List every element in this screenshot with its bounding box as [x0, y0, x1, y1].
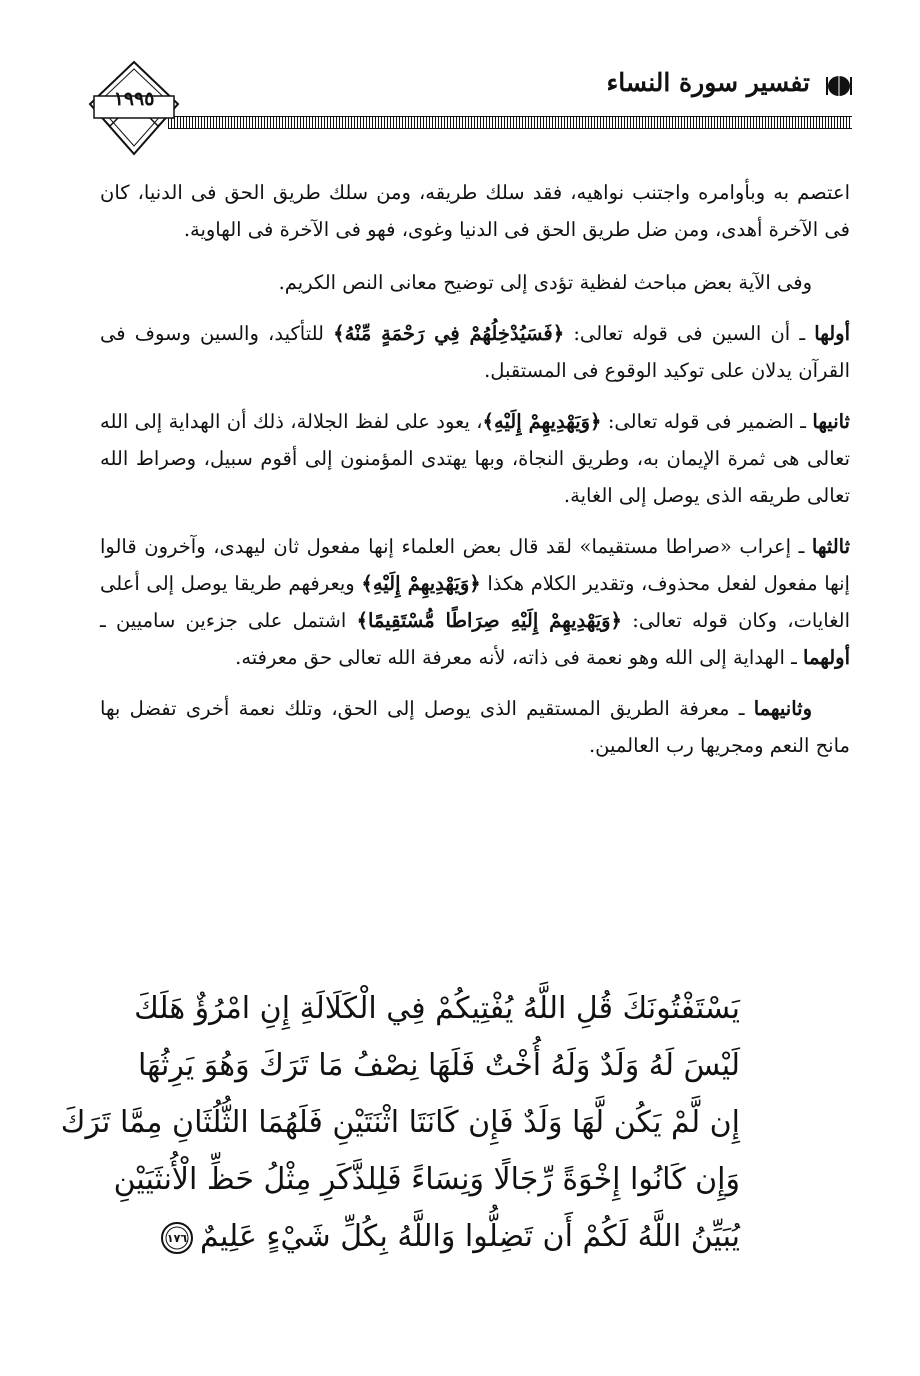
ayah-number-marker [160, 1221, 194, 1255]
verse-line: إِن لَّمْ يَكُن لَّهَا وَلَدٌ فَإِن كَانَتَا اثْنَتَيْنِ فَلَهُمَا الثُّلُثَانِ مِمَّا تَرَكَ [60, 1105, 740, 1140]
paragraph-second-point [100, 403, 850, 514]
running-title: تفسير سورة النساء [606, 68, 810, 97]
quran-quote: ﴿وَيَهْدِيهِمْ إِلَيْهِ﴾ [361, 572, 481, 595]
page-number: ١٩٩٥ [113, 88, 155, 110]
quran-quote: ﴿فَسَيُدْخِلُهُمْ فِي رَحْمَةٍ مِّنْهُ﴾ [333, 322, 565, 345]
paragraph-text: للتأكيد، والسين وسوف فى القرآن يدلان على توكيد الوقوع فى المستقبل. [100, 322, 850, 382]
paragraph-fourth-point [100, 690, 850, 764]
quran-quote: ﴿وَيَهْدِيهِمْ إِلَيْهِ صِرَاطًا مُّسْتَقِيمًا﴾ [356, 609, 622, 632]
quran-verse-block [60, 980, 740, 1265]
paragraph-text: ويعرفهم طريقا يوصل إلى أعلى الغايات، وكان قوله تعالى: [100, 572, 851, 632]
paragraph-continuation [100, 174, 850, 248]
verse-line: لَيْسَ لَهُ وَلَدٌ وَلَهُ أُخْتٌ فَلَهَا نِصْفُ مَا تَرَكَ وَهُوَ يَرِثُهَا [138, 1048, 740, 1083]
page-header [0, 0, 920, 160]
ayah-ornament-icon [160, 1221, 194, 1255]
point-heading: ثالثها [811, 535, 850, 558]
point-heading: أولها [814, 322, 850, 345]
paragraph-text: اعتصم به وبأوامره واجتنب نواهيه، فقد سلك طريقه، ومن سلك طريق الحق فى الدنيا، كان فى الآخرة أهدى، ومن ضل طريق الحق فى الدنيا وغوى، فهو فى الآخرة فى الهاوية. [100, 181, 850, 241]
verse-line: وَإِن كَانُوا إِخْوَةً رِّجَالًا وَنِسَاءً فَلِلذَّكَرِ مِثْلُ حَظِّ الْأُنثَيَيْنِ [113, 1162, 740, 1197]
ornament-icon [824, 74, 854, 98]
paragraph-third-point [100, 528, 850, 676]
point-subheading: أولهما [803, 646, 850, 669]
paragraph-first-point [100, 315, 850, 389]
paragraph-text: ـ أن السين فى قوله تعالى: [564, 322, 815, 345]
paragraph-text: ـ معرفة الطريق المستقيم الذى يوصل إلى الحق، وتلك نعمة أخرى تفضل بها مانح النعم ومجريها رب العالمين. [100, 697, 850, 757]
paragraph-intro [100, 264, 850, 301]
commentary-text [100, 174, 850, 778]
paragraph-text: ـ الضمير فى قوله تعالى: [601, 410, 813, 433]
verse-line-text: يُبَيِّنُ اللَّهُ لَكُمْ أَن تَضِلُّوا وَاللَّهُ بِكُلِّ شَيْءٍ عَلِيمٌ [200, 1219, 740, 1254]
point-heading: وثانيهما [753, 697, 812, 720]
paragraph-text: ـ الهداية إلى الله وهو نعمة فى ذاته، لأنه معرفة الله تعالى حق معرفته. [235, 646, 804, 669]
quran-quote: ﴿وَيَهْدِيهِمْ إِلَيْهِ﴾ [482, 410, 602, 433]
verse-line-last [166, 1208, 740, 1265]
point-heading: ثانيها [812, 410, 850, 433]
paragraph-text: ، يعود على لفظ الجلالة، ذلك أن الهداية إلى الله تعالى هى ثمرة الإيمان به، وطريق النجاة، وبها يهتدى المؤمنون إلى أقوم سبيل، وصراط الله تعالى طريقه الذى يوصل إلى الغاية. [100, 410, 850, 507]
verse-line: يَسْتَفْتُونَكَ قُلِ اللَّهُ يُفْتِيكُمْ فِي الْكَلَالَةِ إِنِ امْرُؤٌ هَلَكَ [134, 991, 740, 1026]
paragraph-text: وفى الآية بعض مباحث لفظية تؤدى إلى توضيح معانى النص الكريم. [278, 271, 812, 294]
paragraph-text: اشتمل على جزءين ساميين ـ [100, 609, 357, 632]
header-rule [168, 116, 852, 129]
paragraph-text: ـ إعراب «صراطا مستقيما» لقد قال بعض العلماء إنها مفعول ثان ليهدى، وآخرون قالوا إنها مفعول لفعل محذوف، وتقدير الكلام هكذا [100, 535, 850, 595]
ayah-number: ١٧٦ [166, 1231, 188, 1245]
